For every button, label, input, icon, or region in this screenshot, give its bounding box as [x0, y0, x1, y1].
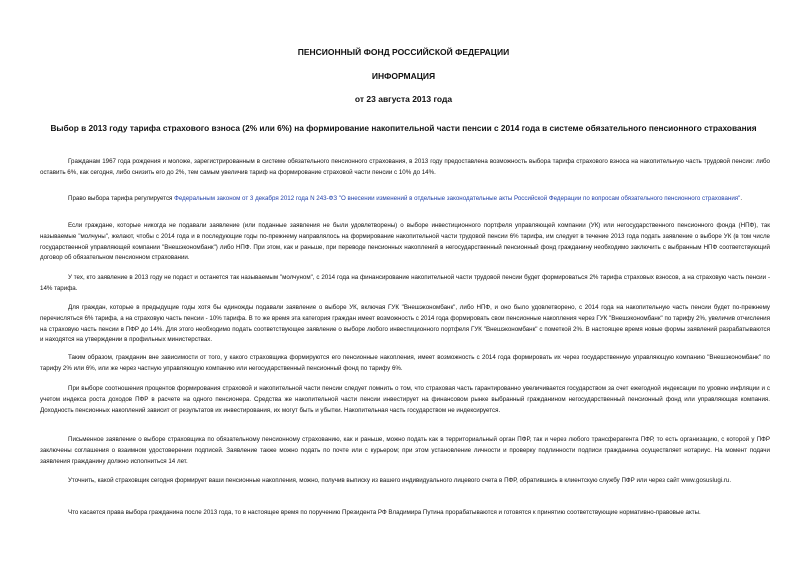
doc-subtitle: Выбор в 2013 году тарифа страхового взноса (2% или 6%) на формирование накопительной части пенсии с 2014 года в системе обязательного пенсионного страхования: [50, 123, 757, 133]
paragraph-5: Для граждан, которые в предыдущие годы хотя бы единожды подавали заявление о выборе УК, включая ГУК "Внешэкономбанк", либо НПФ, и оно было удовлетворено, с 2014 года на накопительную часть пенсии будет по-прежнему перечисляться 6% тарифа, а на страховую часть пенсии - 10% тарифа. В то же время эта категория граждан имеет возможность с 2014 года формировать свои пенсионные накопления через ГУК "Внешэкономбанк" по тарифу 2%, увеличив отчисления на страховую часть пенсии в ПФР до 14%. Для этого необходимо подать соответствующее заявление о выборе любого инвестиционного портфеля ГУК "Внешэкономбанк" с пометкой 2%. В настоящее время новые формы заявлений разрабатываются и находятся на утверждении в профильных министерствах.: [40, 304, 770, 344]
paragraph-2: [40, 194, 770, 205]
paragraph-2-end: .: [740, 195, 743, 202]
paragraph-1: Гражданам 1967 года рождения и моложе, зарегистрированным в системе обязательного пенсионного страхования, в 2013 году предоставлена возможность выбора тарифа страхового взноса на накопительную часть трудовой пенсии: либо оставить 6%, как сегодня, либо снизить его до 2%, тем самым увеличив тариф на формирование страховой части пенсии с 10% до 14%.: [40, 158, 770, 176]
paragraph-3: Если граждане, которые никогда не подавали заявление (или поданные заявления не были удовлетворены) о выборе инвестиционного портфеля управляющей компании (УК) или негосударственного пенсионного фонда (НПФ), так называемые "молчуны", желают, чтобы с 2014 года и в последующие годы по-прежнему направлялось на формирование накопительной части трудовой пенсии 6% тарифа, им следует в течение 2013 года подать заявление о выборе УК (в том числе государственной управляющей компании "Внешэкономбанк") либо НПФ. При этом, как и раньше, при переводе пенсионных накоплений в негосударственный пенсионный фонд гражданину необходимо заключить с выбранным НПФ соответствующий договор об обязательном пенсионном страховании.: [40, 222, 770, 262]
paragraph-4: У тех, кто заявление в 2013 году не подаст и останется так называемым "молчуном", с 2014 года на финансирование накопительной части трудовой пенсии будет формироваться 2% тарифа страховых взносов, а на страховую часть пенсии - 14% тарифа.: [40, 274, 770, 292]
org-title: ПЕНСИОННЫЙ ФОНД РОССИЙСКОЙ ФЕДЕРАЦИИ: [297, 47, 510, 57]
paragraph-10: Что касается права выбора гражданина после 2013 года, то в настоящее время по поручению Президента РФ Владимира Путина прорабатываются и готовятся к принятию соответствующие нормативно-правовые акты.: [68, 509, 701, 516]
paragraph-6: Таким образом, гражданин вне зависимости от того, у какого страховщика формируются его пенсионные накопления, имеет возможность с 2014 года формировать их через государственную управляющую компанию "Внешэкономбанк" по тарифу 2% или 6%, или же через частную управляющую компанию или негосударственный пенсионный фонд по тарифу 6%.: [40, 354, 770, 372]
federal-law-link[interactable]: Федеральным законом от 3 декабря 2012 года N 243-ФЗ "О внесении изменений в отдельные законодательные акты Российской Федерации по вопросам обязательного пенсионного страхования": [174, 195, 741, 202]
paragraph-2-text: Право выбора тарифа регулируется: [68, 195, 175, 202]
paragraph-9: Уточнить, какой страховщик сегодня формирует ваши пенсионные накопления, можно, получив выписку из вашего индивидуального лицевого счета в ПФР, обратившись в клиентскую службу ПФР или через сайт www.gosuslugi.ru.: [68, 477, 732, 484]
paragraph-7: При выборе соотношения процентов формирования страховой и накопительной части пенсии следует помнить о том, что страховая часть гарантированно увеличивается государством за счет ежегодной индексации по уровню инфляции и с учетом индекса роста доходов ПФР в расчете на одного пенсионера. Средства же накопительной части пенсии инвестирует на финансовом рынке выбранный гражданином негосударственный пенсионный фонд или управляющая компания. Доходность пенсионных накоплений зависит от результатов их инвестирования, их могут быть и убытки. Накопительная часть государством не индексируется.: [40, 385, 770, 414]
paragraph-8: Письменное заявление о выборе страховщика по обязательному пенсионному страхованию, как и раньше, можно подать как в территориальный орган ПФР, так и через любого трансферагента ПФР, то есть организацию, с которой у ПФР заключены соглашения о взаимном удостоверении подписей. Заявление также можно подать по почте или с курьером; при этом установление личности и проверку подлинности подписи гражданина осуществляет нотариус. На момент подачи заявления гражданину должно исполниться 14 лет.: [40, 436, 770, 465]
doc-date: от 23 августа 2013 года: [354, 94, 453, 104]
doc-type-heading: ИНФОРМАЦИЯ: [371, 71, 436, 81]
